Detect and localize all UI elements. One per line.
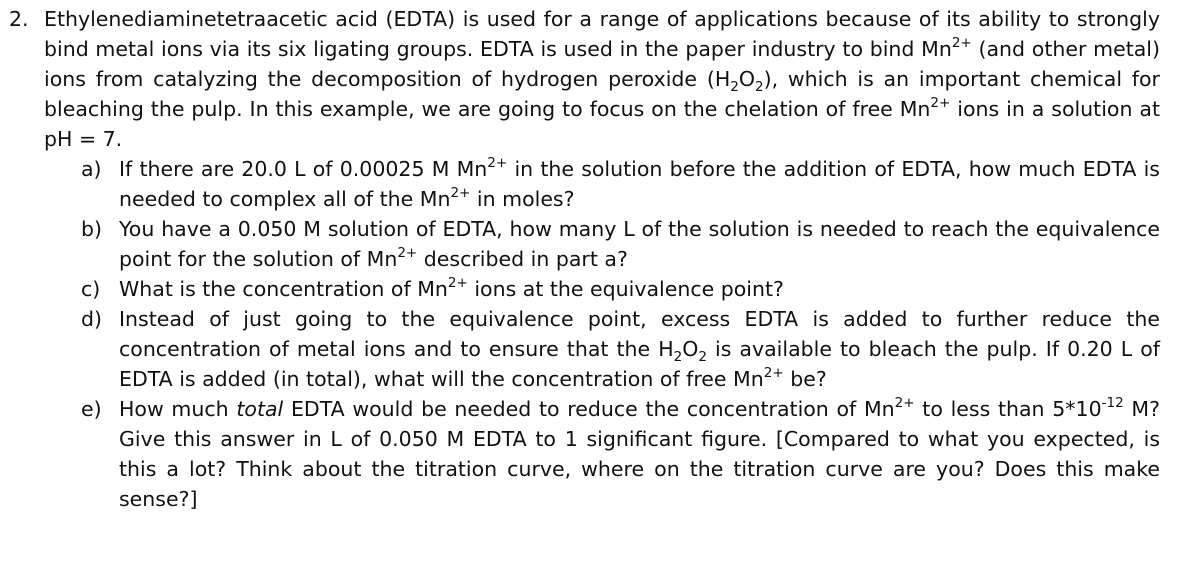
question-document <box>9 4 1160 514</box>
question-number: 2. <box>9 7 29 31</box>
question-intro <box>9 4 1160 154</box>
part-c <box>81 274 1160 304</box>
part-letter: a) <box>81 157 102 181</box>
part-text: in moles? <box>470 187 575 211</box>
part-text: is available to bleach the pulp. If 0.20 L of EDTA is added (in total), what will the concentration of free Mn <box>119 337 1160 391</box>
intro-text: ), which is an important chemical for bleaching the pulp. In this example, we are going to focus on the chelation of free Mn <box>44 67 1160 121</box>
part-text: You have a 0.050 M solution of EDTA, how many L of the solution is needed to reach the equivalence point for the solution of Mn <box>119 217 1160 271</box>
subscript: 2 <box>730 79 739 96</box>
part-text: described in part a? <box>417 247 628 271</box>
part-text: M? Give this answer in L of 0.050 M EDTA to 1 significant figure. [Compared to what you expected, is this a lot? Think about the titration curve, where on the titration curve are you? Does this make sense?] <box>119 397 1160 511</box>
intro-text: O <box>738 67 755 91</box>
part-d <box>81 304 1160 394</box>
question-parts <box>44 154 1160 514</box>
part-text: If there are 20.0 L of 0.00025 M Mn <box>119 157 488 181</box>
part-text: to less than 5*10 <box>914 397 1102 421</box>
intro-text: Ethylenediaminetetraacetic acid (EDTA) is used for a range of applications because of its ability to strongly bind metal ions via its six ligating groups. EDTA is used in the paper industry to bind Mn <box>44 7 1160 61</box>
part-a <box>81 154 1160 214</box>
subscript: 2 <box>755 79 764 96</box>
charge-superscript: 2+ <box>951 34 972 51</box>
part-text: O <box>682 337 699 361</box>
part-text: How much <box>119 397 237 421</box>
charge-superscript: 2+ <box>487 154 508 171</box>
part-letter: b) <box>81 217 103 241</box>
subscript: 2 <box>698 349 707 366</box>
charge-superscript: 2+ <box>894 394 915 411</box>
part-b <box>81 214 1160 274</box>
emphasis-total: total <box>236 397 284 421</box>
part-text: Instead of just going to the equivalence point, excess EDTA is added to further reduce the concentration of metal ions and to ensure that the H <box>119 307 1160 361</box>
part-text: What is the concentration of Mn <box>119 277 448 301</box>
part-letter: c) <box>81 277 101 301</box>
part-letter: e) <box>81 397 102 421</box>
charge-superscript: 2+ <box>447 274 468 291</box>
part-text: be? <box>783 367 827 391</box>
charge-superscript: 2+ <box>930 94 951 111</box>
part-text: EDTA would be needed to reduce the concentration of Mn <box>283 397 895 421</box>
intro-text: (and other metal) ions from catalyzing the decomposition of hydrogen peroxide (H <box>44 37 1160 91</box>
part-text: in the solution before the addition of EDTA, how much EDTA is needed to complex all of the Mn <box>119 157 1160 211</box>
part-text: ions at the equivalence point? <box>467 277 784 301</box>
charge-superscript: 2+ <box>450 184 471 201</box>
part-e <box>81 394 1160 514</box>
subscript: 2 <box>673 349 683 366</box>
exponent-superscript: -12 <box>1101 394 1124 411</box>
part-letter: d) <box>81 307 103 331</box>
intro-text: ions in a solution at pH = 7. <box>44 97 1160 151</box>
charge-superscript: 2+ <box>763 364 784 381</box>
charge-superscript: 2+ <box>397 244 418 261</box>
